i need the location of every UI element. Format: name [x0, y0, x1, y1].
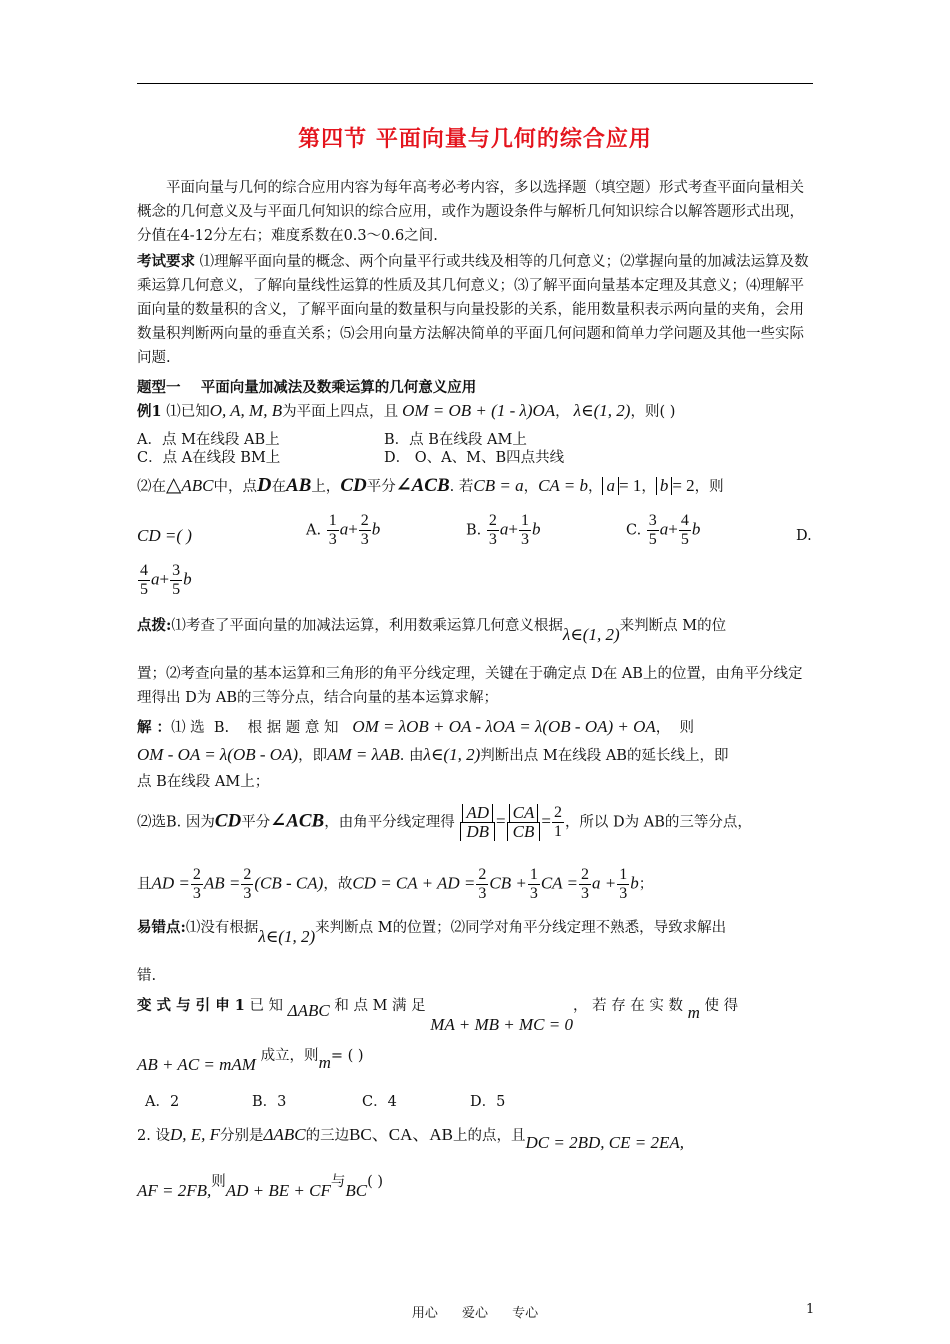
eq-ad: AD = — [151, 873, 190, 893]
fraction — [647, 512, 659, 549]
vector-b: b — [183, 569, 192, 589]
variation2-line1 — [137, 1120, 684, 1152]
variation-text: 使 得 — [704, 998, 739, 1014]
solution-text: 且 — [137, 876, 152, 893]
abs-cb: CB — [507, 823, 541, 841]
mistake-text: ⑴没有根据 — [185, 920, 259, 936]
variation2-sides: BC、CA、AB — [349, 1125, 454, 1144]
numerator: 1 — [529, 866, 538, 883]
solution-text: ，所以 D为 AB的三等分点， — [564, 814, 752, 831]
mistake-line2: 错. — [137, 968, 157, 984]
solution-text: ，由角平分线定理得 — [324, 814, 455, 831]
ratio-ca-cb — [507, 804, 541, 841]
denominator: 3 — [488, 531, 497, 548]
hint-label: 点拨: — [137, 617, 172, 634]
mistake-text: 来判断点 M的位置；⑵同学对角平分线定理不熟悉，导致求解出 — [315, 920, 727, 936]
solution-text: ， 则 — [655, 720, 694, 736]
type1-heading: 题型一 平面向量加减法及数乘运算的几何意义应用 — [137, 379, 477, 396]
variation2-eq2: AF = 2FB, — [137, 1181, 212, 1200]
triangle-symbol: △ — [166, 474, 182, 496]
variation1-line2 — [137, 1044, 364, 1074]
section-title: 第四节 平面向量与几何的综合应用 — [298, 126, 652, 152]
fraction — [476, 866, 488, 903]
q2-text: 上， — [311, 479, 341, 495]
q1-equation: OM = OB + (1 - λ)OA — [402, 401, 556, 420]
numerator: 2 — [192, 866, 201, 883]
denominator: 1 — [553, 823, 562, 840]
variation2-eq3: AD + BE + CF — [225, 1181, 331, 1200]
variation1-m2: m — [318, 1053, 331, 1072]
denominator: 3 — [619, 885, 628, 902]
variation-text: 成立，则 — [260, 1048, 319, 1064]
page-footer: 用心 爱心 专心 — [411, 1306, 539, 1321]
variation2-line2 — [137, 1170, 384, 1200]
q2-option-b — [466, 512, 540, 549]
solution-text: 平分 — [241, 814, 271, 831]
fraction — [519, 512, 531, 549]
solution-line1 — [137, 716, 694, 737]
vector-b: b — [691, 519, 701, 539]
numerator: 3 — [172, 562, 181, 579]
hint-lambda: λ∈(1, 2) — [562, 625, 620, 644]
solution-text: ，故 — [323, 876, 353, 893]
denominator: 3 — [520, 531, 529, 548]
mistake-line1 — [137, 916, 727, 946]
q1-text: ⑴已知 — [166, 404, 210, 420]
q2-option-a — [306, 512, 380, 549]
q2-angle: ∠ACB — [395, 475, 450, 496]
denominator: 3 — [328, 531, 337, 548]
example1-label: 例1 — [137, 403, 162, 420]
denominator: 3 — [529, 885, 538, 902]
q2-cd-blank: CD =( ) — [137, 526, 192, 545]
solution-eq3: AM = λAB — [327, 745, 400, 764]
plus: + — [508, 519, 518, 539]
variation2-bc: BC — [345, 1181, 368, 1200]
eq-cb: CB + — [489, 873, 527, 893]
fraction — [679, 512, 691, 549]
q1-option-a: A．点 M在线段 AB上 — [137, 432, 280, 448]
numerator: 2 — [478, 866, 487, 883]
equals: = — [541, 811, 551, 831]
mistake-lambda: λ∈(1, 2) — [258, 927, 316, 946]
solution-text: ⑴ 选 B. 根 据 题 意 知 — [171, 720, 339, 736]
plus: + — [159, 569, 170, 589]
denominator: 3 — [478, 885, 487, 902]
q2-cd-question — [137, 526, 192, 546]
variation-text: 已 知 — [249, 998, 284, 1014]
variation2-eq1: DC = 2BD, CE = 2EA, — [525, 1133, 684, 1152]
solution-text: ⑵选B. 因为 — [137, 814, 215, 831]
variation1-m: m — [687, 1003, 700, 1022]
q2-text: . 若 — [449, 479, 474, 495]
abs-ad: AD — [462, 804, 493, 822]
fraction — [579, 866, 591, 903]
vector-a: a — [339, 519, 349, 539]
q2-triangle: ABC — [181, 476, 214, 495]
q2-ab: AB — [285, 475, 312, 496]
q2-option-d-label: D. — [796, 528, 812, 544]
variation1-option-d: D．5 — [470, 1094, 506, 1110]
solution-eq1: OM = λOB + OA - λOA = λ(OB - OA) + OA — [352, 717, 656, 736]
q2-cb: CB = a — [473, 476, 524, 495]
hint-text: ⑴考查了平面向量的加减法运算，利用数乘运算几何意义根据 — [171, 618, 563, 634]
variation-text: = ( ) — [330, 1048, 364, 1064]
variation1-option-b: B．3 — [252, 1094, 287, 1110]
numerator: 1 — [328, 512, 337, 529]
solution-cd: CD — [214, 810, 242, 832]
q2-abs-a: a — [602, 477, 619, 495]
variation-text: 则 — [211, 1174, 226, 1190]
q1-end: ，则( ) — [630, 404, 676, 420]
eq-b: b — [630, 873, 639, 893]
solution-lambda: λ∈(1, 2) — [423, 745, 481, 764]
solution-angle: ∠ACB — [270, 810, 325, 832]
denominator: 5 — [648, 531, 657, 548]
q2-abs-b: b — [656, 477, 673, 495]
denominator: 3 — [360, 531, 369, 548]
variation-text: 和 点 M 满 足 — [334, 998, 426, 1014]
denominator: 3 — [243, 885, 252, 902]
q1-text-mid: 为平面上四点，且 — [282, 404, 399, 420]
solution-label: 解 ： — [137, 719, 172, 736]
numerator: 2 — [243, 866, 252, 883]
q1-lambda: λ∈(1, 2) — [573, 401, 631, 420]
q2-a-value: = 1 — [618, 476, 642, 495]
fraction — [487, 512, 499, 549]
option-label: C. — [626, 522, 642, 539]
variation-text: 2. 设 — [137, 1128, 170, 1144]
variation1-triangle: ΔABC — [287, 1001, 330, 1020]
vector-a: a — [151, 569, 160, 589]
requirements-label: 考试要求 — [137, 253, 195, 270]
requirements-paragraph — [137, 250, 813, 370]
variation1-option-a: A．2 — [145, 1094, 180, 1110]
q2-option-d — [137, 562, 192, 599]
q2-point-d: D — [257, 474, 272, 496]
solution-line3: 点 B在线段 AM上； — [137, 774, 270, 790]
eq-cd: CD = CA + AD = — [352, 873, 476, 893]
example1-question1: 例1 ⑴已知O, A, M, B为平面上四点，且 OM = OB + (1 - λ)OA， λ∈(1, 2)，则( ) — [137, 401, 676, 420]
numerator: 3 — [648, 512, 657, 529]
eq-cb-ca: (CB - CA) — [254, 873, 324, 893]
vector-a: a — [659, 519, 669, 539]
eq-ca: CA = — [540, 873, 578, 893]
vector-a: a — [499, 519, 509, 539]
ratio-ad-db — [460, 804, 495, 841]
intro-paragraph: 平面向量与几何的综合应用内容为每年高考必考内容，多以选择题（填空题）形式考查平面向量相关概念的几何意义及与平面几何知识的综合应用，或作为题设条件与解析几何知识综合以解答题形式出现，分值在4-12分左右；难度系数在0.3～0.6之间. — [137, 180, 804, 244]
q2-text: 在 — [271, 479, 286, 495]
requirements-text: ⑴理解平面向量的概念、两个向量平行或共线及相等的几何意义；⑵掌握向量的加减法运算及数乘运算几何意义，了解向量线性运算的性质及其几何意义；⑶了解平面向量基本定理及其意义；⑷理解平面向量的数量积的含义，了解平面向量的数量积与向量投影的关系，能用数量积表示两向量的夹角，会用数量积判断两向量的垂直关系；⑸会用向量方法解决简单的平面几何问题和简单力学问题及其他一些实际问题. — [137, 254, 809, 366]
fraction — [359, 512, 371, 549]
q2-text: 平分 — [366, 479, 396, 495]
numerator: 4 — [140, 562, 148, 579]
q2-text: ⑵在 — [137, 479, 166, 495]
abs-db: DB — [460, 823, 495, 841]
solution-eq2: OM - OA = λ(OB - OA) — [137, 745, 299, 764]
numerator: 4 — [680, 512, 689, 529]
plus: + — [668, 519, 678, 539]
q1-option-d: D． O、A、M、B四点共线 — [384, 450, 565, 466]
q1-option-b: B．点 B在线段 AM上 — [384, 432, 527, 448]
numerator: 1 — [619, 866, 628, 883]
ratio-2-1 — [552, 804, 564, 841]
fraction — [327, 512, 339, 549]
hint-paragraph: 置；⑵考查向量的基本运算和三角形的角平分线定理，关键在于确定点 D在 AB上的位置，由角平分线定理得出 D为 AB的三等分点，结合向量的基本运算求解； — [137, 666, 803, 706]
numerator: 2 — [360, 512, 369, 529]
denominator: 5 — [140, 581, 148, 598]
solution-part2 — [137, 804, 752, 841]
vector-b: b — [371, 519, 381, 539]
fraction — [241, 866, 253, 903]
example1-question2: ⑵在△ABC中，点D在AB上，CD平分∠ACB. 若CB = a，CA = b， a = 1， b = 2，则 — [137, 474, 724, 496]
fraction — [170, 562, 182, 599]
equals: = — [496, 811, 506, 831]
variation-text: 分别是 — [220, 1128, 264, 1144]
plus: + — [348, 519, 358, 539]
solution-text: . 由 — [399, 748, 424, 764]
variation-text: ( ) — [367, 1174, 384, 1190]
eq-a: a + — [591, 873, 617, 893]
variation-text: 与 — [330, 1174, 346, 1190]
fraction — [138, 562, 150, 599]
solution-part3 — [137, 866, 653, 903]
solution-text: ； — [638, 876, 654, 893]
option-label: A. — [306, 522, 322, 539]
variation-text: 的三边 — [305, 1128, 350, 1144]
q2-option-c — [626, 512, 700, 549]
q2-text: ，则 — [694, 479, 724, 495]
q1-points: O, A, M, B — [209, 401, 283, 420]
header-rule — [137, 83, 813, 84]
denominator: 5 — [680, 531, 689, 548]
mistake-label: 易错点: — [137, 919, 186, 936]
hint-line1 — [137, 614, 727, 644]
q2-ca: CA = b — [538, 476, 588, 495]
numerator: 2 — [580, 866, 589, 883]
q2-cd: CD — [340, 475, 367, 496]
variation1-option-c: C．4 — [362, 1094, 397, 1110]
abs-ca: CA — [509, 804, 539, 822]
fraction — [528, 866, 540, 903]
denominator: 3 — [580, 885, 589, 902]
option-label: B. — [466, 522, 482, 539]
eq-ab: AB = — [203, 873, 241, 893]
variation2-triangle: ΔABC — [263, 1125, 306, 1144]
variation1-eq2: AB + AC = mAM — [137, 1055, 256, 1074]
variation1-eq1: MA + MB + MC = 0 — [430, 1015, 573, 1034]
q1-option-c: C．点 A在线段 BM上 — [137, 450, 281, 466]
numerator: 2 — [488, 512, 497, 529]
variation-text: 上的点，且 — [453, 1128, 526, 1144]
numerator: 2 — [553, 804, 562, 821]
fraction — [617, 866, 629, 903]
variation-text: ， 若 存 在 实 数 — [572, 998, 684, 1014]
q2-text: 中，点 — [213, 479, 257, 495]
variation1-label: 变 式 与 引 申 1 — [137, 997, 245, 1014]
hint-text: 来判断点 M的位 — [619, 618, 727, 634]
numerator: 1 — [520, 512, 529, 529]
denominator: 5 — [172, 581, 181, 598]
solution-line2 — [137, 744, 728, 765]
variation1-line1 — [137, 994, 813, 1034]
fraction — [191, 866, 203, 903]
vector-b: b — [531, 519, 541, 539]
denominator: 3 — [192, 885, 201, 902]
page-number: 1 — [806, 1302, 815, 1317]
q2-b-value: = 2 — [672, 476, 695, 495]
solution-text: 判断出点 M在线段 AB的延长线上，即 — [480, 748, 729, 764]
variation2-points: D, E, F — [169, 1125, 220, 1144]
solution-text: ，即 — [298, 748, 328, 764]
